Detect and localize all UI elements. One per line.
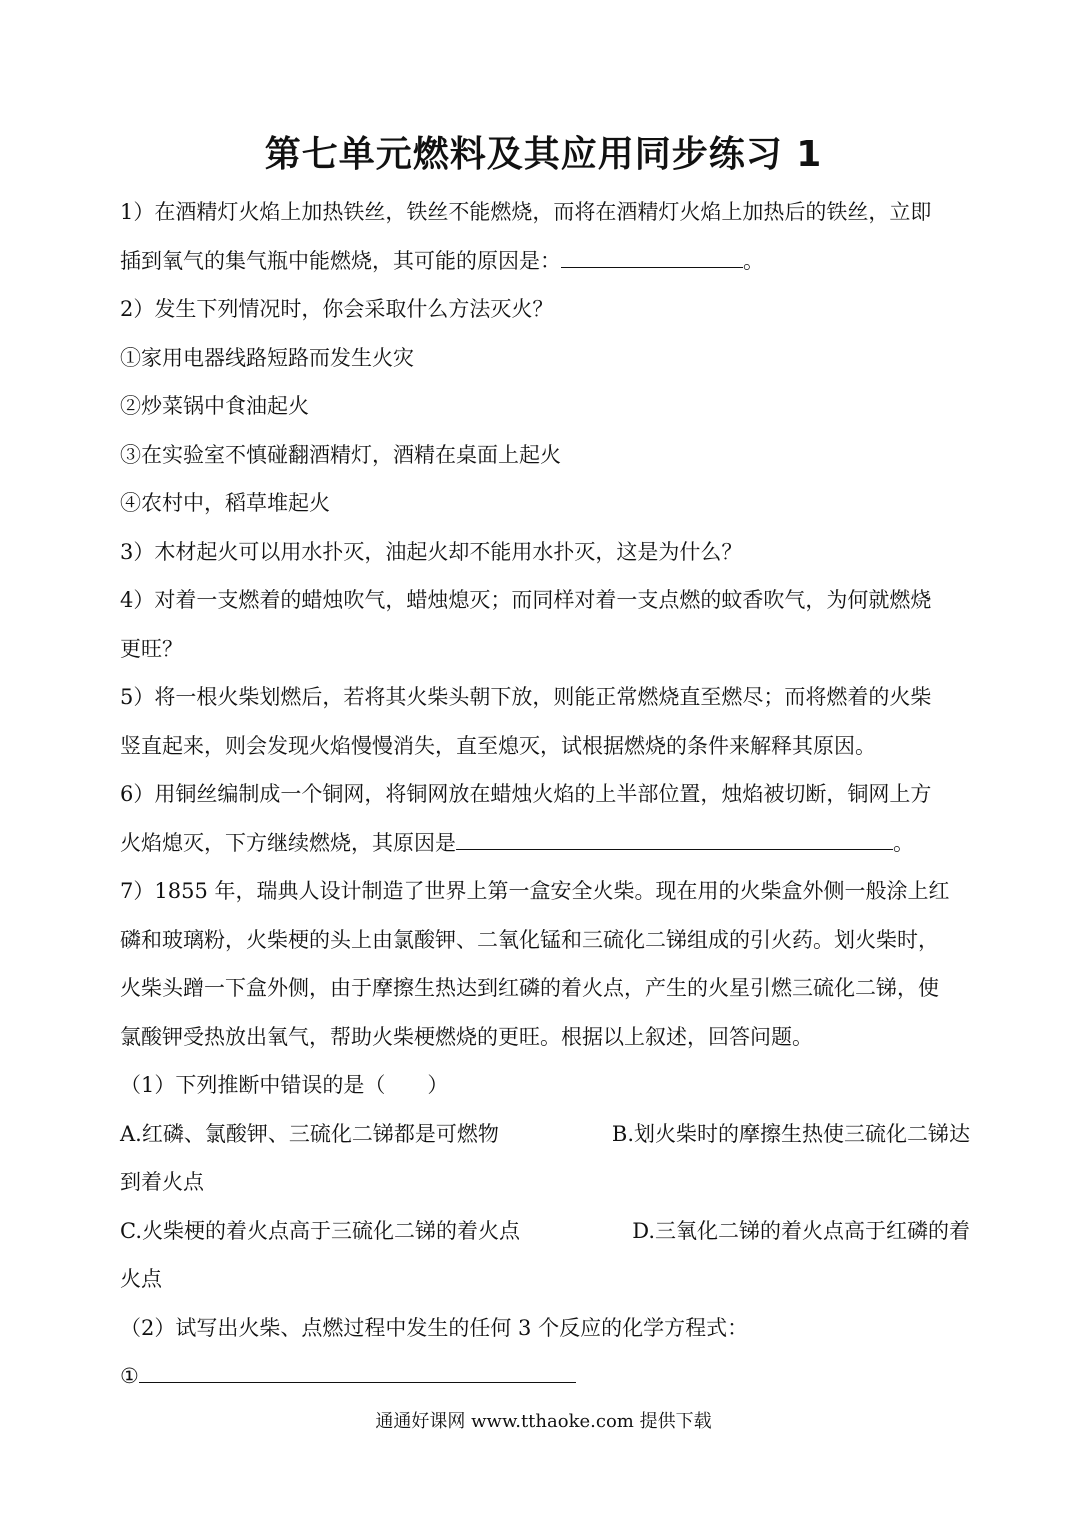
q1-answer-blank[interactable]	[561, 245, 743, 268]
q1-line2	[120, 237, 970, 286]
option-d[interactable]: D.三氧化二锑的着火点高于红磷的着	[632, 1218, 970, 1243]
q1-line2-end: 。	[743, 248, 764, 273]
q6-line1: 6）用铜丝编制成一个铜网，将铜网放在蜡烛火焰的上半部位置，烛焰被切断，铜网上方	[120, 782, 932, 806]
page-footer: 通通好课网 www.tthaoke.com 提供下载	[375, 1411, 712, 1432]
q7-options-cd	[120, 1207, 970, 1256]
answer-1-marker: ①	[120, 1364, 139, 1388]
q6-line2-text: 火焰熄灭，下方继续燃烧，其原因是	[120, 830, 456, 855]
answer-1-blank[interactable]	[139, 1360, 576, 1383]
option-b-continued: 到着火点	[120, 1170, 204, 1194]
option-c[interactable]: C.火柴梗的着火点高于三硫化二锑的着火点	[120, 1218, 520, 1243]
q5-line2: 竖直起来，则会发现火焰慢慢消失，直至熄灭，试根据燃烧的条件来解释其原因。	[120, 733, 876, 758]
q7-line3: 火柴头蹭一下盒外侧，由于摩擦生热达到红磷的着火点，产生的火星引燃三硫化二锑，使	[120, 976, 939, 1000]
q4-line1: 4）对着一支燃着的蜡烛吹气，蜡烛熄灭；而同样对着一支点燃的蚊香吹气，为何就燃烧	[120, 588, 932, 612]
q6-line2	[120, 819, 970, 868]
q7-line2: 磷和玻璃粉，火柴梗的头上由氯酸钾、二氧化锰和三硫化二锑组成的引火药。划火柴时，	[120, 927, 939, 952]
q7-line4: 氯酸钾受热放出氧气，帮助火柴梗燃烧的更旺。根据以上叙述，回答问题。	[120, 1024, 813, 1049]
q7-options-ab	[120, 1110, 970, 1159]
q1-line1: 1）在酒精灯火焰上加热铁丝，铁丝不能燃烧，而将在酒精灯火焰上加热后的铁丝，立即	[120, 200, 932, 224]
q7-sub2: （2）试写出火柴、点燃过程中发生的任何 3 个反应的化学方程式：	[120, 1315, 749, 1340]
q7-answer-1	[120, 1352, 970, 1401]
q2-item-2: ②炒菜锅中食油起火	[120, 394, 309, 418]
document-body	[120, 188, 970, 1401]
option-a[interactable]: A.红磷、氯酸钾、三硫化二锑都是可燃物	[120, 1121, 499, 1146]
q3-text: 3）木材起火可以用水扑灭，油起火却不能用水扑灭，这是为什么？	[120, 539, 743, 564]
q4-line2: 更旺？	[120, 636, 183, 661]
q2-item-4: ④农村中，稻草堆起火	[120, 491, 330, 515]
q7-sub1: （1）下列推断中错误的是（ ）	[120, 1073, 449, 1097]
q1-line2-text: 插到氧气的集气瓶中能燃烧，其可能的原因是：	[120, 248, 561, 273]
q6-line2-end: 。	[893, 830, 914, 855]
option-b[interactable]: B.划火柴时的摩擦生热使三硫化二锑达	[611, 1121, 970, 1146]
q2-item-1: ①家用电器线路短路而发生火灾	[120, 345, 414, 370]
q7-line1: 7）1855 年，瑞典人设计制造了世界上第一盒安全火柴。现在用的火柴盒外侧一般涂上红	[120, 879, 950, 903]
q6-answer-blank[interactable]	[456, 827, 893, 850]
q2-item-3: ③在实验室不慎碰翻酒精灯，酒精在桌面上起火	[120, 442, 561, 467]
page-title: 第七单元燃料及其应用同步练习 1	[264, 134, 823, 175]
q2-stem: 2）发生下列情况时，你会采取什么方法灭火？	[120, 297, 554, 321]
option-d-continued: 火点	[120, 1267, 162, 1291]
q5-line1: 5）将一根火柴划燃后，若将其火柴头朝下放，则能正常燃烧直至燃尽；而将燃着的火柴	[120, 685, 932, 709]
